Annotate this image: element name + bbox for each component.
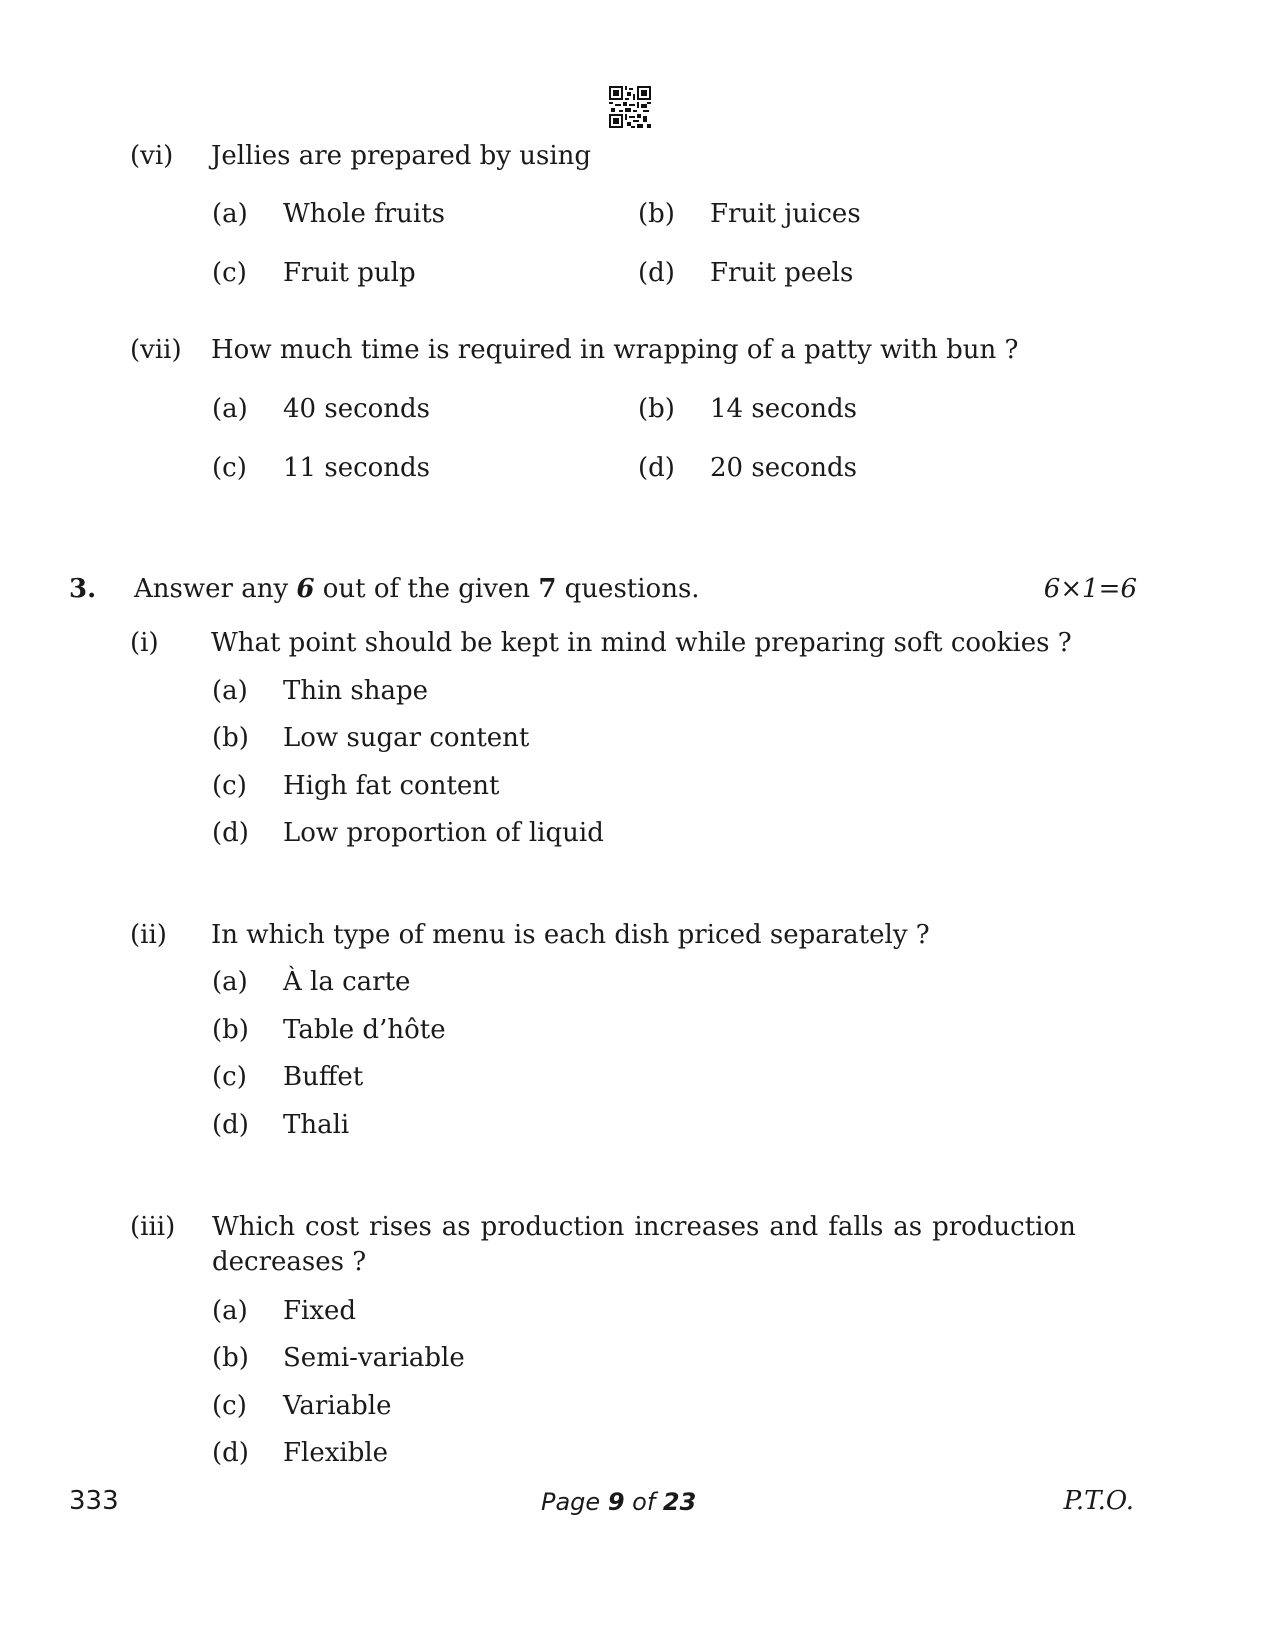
option-label: (c) [212,453,247,483]
question-number: (vi) [130,141,174,171]
option-label: (c) [212,1062,247,1092]
option-text: Low sugar content [283,723,530,753]
option-text: Buffet [283,1062,364,1092]
option-text: Variable [283,1391,392,1421]
option-text: Table d’hôte [283,1015,446,1045]
option-label: (a) [212,394,248,424]
word: rises [369,1212,432,1242]
option-text: High fat content [283,771,500,801]
option-text: À la carte [283,967,411,997]
instruction-part: questions. [556,574,700,604]
word: cost [305,1212,360,1242]
option-text: Whole fruits [283,199,445,229]
instruction-count: 6 [296,574,315,604]
question-instruction [134,573,700,605]
option-text: 20 seconds [710,453,858,483]
word: falls [828,1212,884,1242]
option-text: Fruit juices [710,199,861,229]
page-total: 23 [662,1488,697,1516]
option-text: Fruit pulp [283,258,416,288]
page-prefix: Page [541,1488,608,1516]
option-text: Fixed [283,1296,357,1326]
word: as [893,1212,923,1242]
option-text: Fruit peels [710,258,854,288]
question-number: (ii) [130,920,167,950]
option-label: (b) [212,1343,249,1373]
option-label: (d) [638,453,675,483]
qr-code-icon [609,86,651,128]
option-label: (a) [212,199,248,229]
option-label: (a) [212,676,248,706]
option-label: (c) [212,771,247,801]
word: production [480,1212,625,1242]
question-main-number: 3. [69,574,97,604]
page-current: 9 [607,1488,625,1516]
marks-label: 6×1=6 [1043,574,1137,604]
instruction-part: Answer any [134,574,297,604]
option-label: (d) [212,1110,249,1140]
option-label: (a) [212,1296,248,1326]
question-text-line-1 [212,1211,1076,1243]
option-label: (c) [212,258,247,288]
word: Which [212,1212,296,1242]
option-label: (d) [212,818,249,848]
word: production [932,1212,1076,1242]
option-label: (c) [212,1391,247,1421]
paper-code: 333 [69,1486,119,1516]
question-number: (iii) [130,1212,176,1242]
option-text: 11 seconds [283,453,431,483]
option-label: (b) [212,1015,249,1045]
page-mid: of [624,1488,663,1516]
question-text: Jellies are prepared by using [211,141,592,171]
option-text: Flexible [283,1438,389,1468]
word: increases [634,1212,760,1242]
word: and [769,1212,819,1242]
question-number: (vii) [130,335,182,365]
instruction-part: out of the given [314,574,539,604]
instruction-total: 7 [538,574,557,604]
question-text: What point should be kept in mind while preparing soft cookies ? [211,628,1072,658]
option-text: 14 seconds [710,394,858,424]
option-label: (d) [638,258,675,288]
option-label: (b) [638,394,675,424]
option-text: Thali [283,1110,350,1140]
page-indicator [541,1488,696,1516]
option-text: Thin shape [283,676,429,706]
option-label: (d) [212,1438,249,1468]
word: as [441,1212,471,1242]
option-text: Low proportion of liquid [283,818,604,848]
option-label: (a) [212,967,248,997]
question-text-line-2: decreases ? [212,1247,367,1277]
option-label: (b) [638,199,675,229]
option-text: Semi-variable [283,1343,465,1373]
question-number: (i) [130,628,159,658]
question-text: How much time is required in wrapping of a patty with bun ? [211,335,1019,365]
question-text: In which type of menu is each dish priced separately ? [211,920,930,950]
option-text: 40 seconds [283,394,431,424]
option-label: (b) [212,723,249,753]
pto-label: P.T.O. [1063,1486,1134,1516]
